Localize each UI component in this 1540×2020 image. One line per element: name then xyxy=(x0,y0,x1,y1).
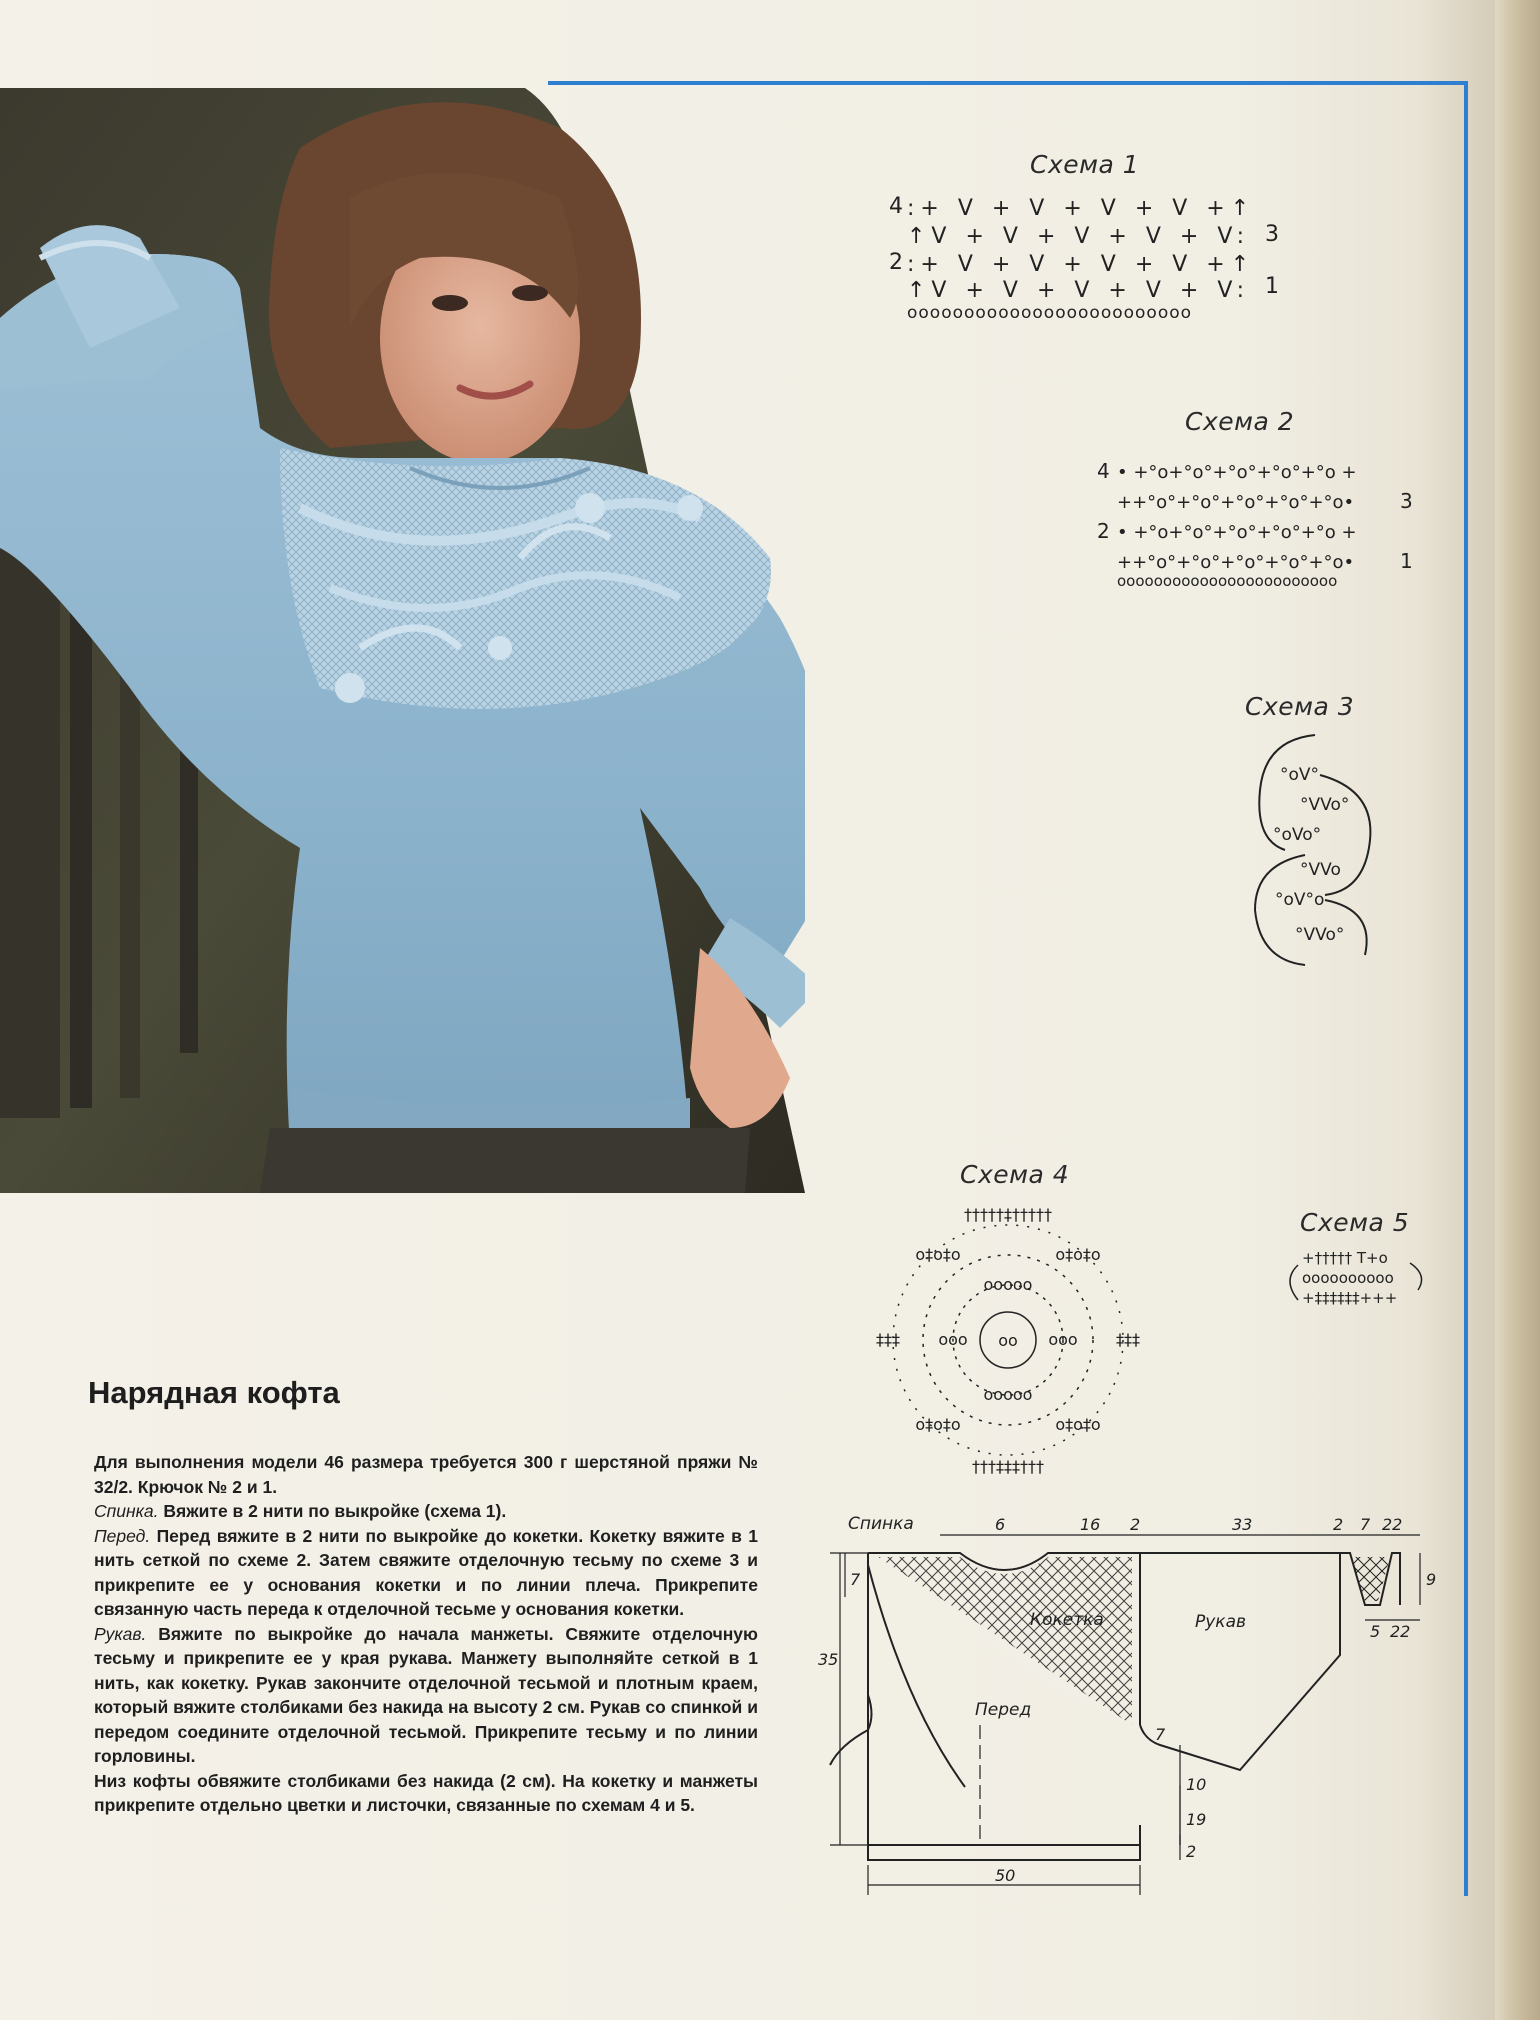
svg-text:°oV°o: °oV°o xyxy=(1275,890,1325,910)
dim-50: 50 xyxy=(995,1866,1016,1885)
article-intro: Для выполнения модели 46 размера требуется 300 г шерстяной пряжи № 32/2. Крючок № 2 и 1. xyxy=(94,1452,758,1497)
svg-text:°VVo: °VVo xyxy=(1300,860,1341,880)
pattern-label-sleeve: Рукав xyxy=(1195,1612,1247,1632)
svg-text:oo: oo xyxy=(998,1331,1018,1350)
blue-frame-right xyxy=(1464,81,1468,1896)
dim-2-bottom: 2 xyxy=(1186,1842,1197,1861)
back-section-text: Вяжите в 2 нити по выкройке (схема 1). xyxy=(163,1501,507,1521)
scheme-1-row-label: 2 xyxy=(889,250,903,275)
svg-text:°oVo°: °oVo° xyxy=(1273,825,1322,845)
sewing-pattern xyxy=(800,1505,1460,1905)
dim-16: 16 xyxy=(1080,1515,1101,1534)
article-front-section xyxy=(94,1524,758,1622)
dim-5: 5 xyxy=(1370,1622,1381,1641)
svg-text:o‡o‡o: o‡o‡o xyxy=(915,1245,961,1264)
dim-22-top: 22 xyxy=(1382,1515,1403,1534)
front-section-text: Перед вяжите в 2 нити по выкройке до кокетки. Кокетку вяжите в 1 нить сеткой по схеме 2. Затем свяжите отделочную тесьму по схеме 3 и прикрепите ее у основания кокетки и по линии плеча. Прикрепите связанную часть переда к отделочной тесьме у основания кокетки. xyxy=(94,1525,758,1619)
scheme-2-row-label: 4 xyxy=(1097,459,1110,483)
article-bottom-section: Низ кофты обвяжите столбиками без накида (2 см). На кокетку и манжеты прикрепите отдельно цветки и листочки, связанные по схемам 4 и 5. xyxy=(94,1770,758,1815)
svg-text:†††‡‡‡†††: †††‡‡‡††† xyxy=(972,1457,1044,1476)
front-section-label: Перед. xyxy=(94,1525,151,1546)
svg-text:• +°o+°o°+°o°+°o°+°o +: • +°o+°o°+°o°+°o°+°o + xyxy=(1117,462,1357,483)
svg-text:++°o°+°o°+°o°+°o°+°o•: ++°o°+°o°+°o°+°o°+°o• xyxy=(1117,492,1355,513)
scheme-2-diagram xyxy=(1095,460,1425,590)
svg-text:ooooooooooooooooooooooooo: ooooooooooooooooooooooooo xyxy=(907,303,1193,323)
svg-text:o‡o‡o: o‡o‡o xyxy=(915,1415,961,1434)
svg-text:ooo: ooo xyxy=(1048,1330,1078,1349)
svg-text:†††††‡†††††: †††††‡††††† xyxy=(964,1205,1052,1224)
model-photo xyxy=(0,88,805,1193)
svg-text:↑V + V + V + V + V:: ↑V + V + V + V + V: xyxy=(907,224,1250,249)
scheme-5-svg xyxy=(1280,1245,1430,1315)
scheme-1-diagram xyxy=(885,193,1285,323)
svg-text:+‡‡‡‡‡‡+++: +‡‡‡‡‡‡+++ xyxy=(1302,1289,1398,1307)
dim-10: 10 xyxy=(1186,1775,1207,1794)
scheme-1-row-label: 3 xyxy=(1265,222,1279,247)
dim-6: 6 xyxy=(995,1515,1006,1534)
scheme-1-svg xyxy=(885,193,1285,323)
scheme-2-svg xyxy=(1095,460,1425,590)
dim-22-bottom: 22 xyxy=(1390,1622,1411,1641)
dim-35: 35 xyxy=(818,1650,839,1669)
scheme-4-svg xyxy=(868,1200,1148,1480)
scheme-2-row-label: 1 xyxy=(1400,549,1413,573)
article-title: Нарядная кофта xyxy=(88,1375,340,1410)
scheme-5-diagram xyxy=(1280,1245,1430,1315)
svg-text:°VVo°: °VVo° xyxy=(1295,925,1345,945)
dim-7-top: 7 xyxy=(1360,1515,1371,1534)
svg-text::+ V + V + V + V +↑: :+ V + V + V + V +↑ xyxy=(907,252,1256,277)
scheme-2-row-label: 3 xyxy=(1400,489,1413,513)
scheme-3-title: Схема 3 xyxy=(1245,692,1355,721)
svg-text:ooooo: ooooo xyxy=(983,1275,1033,1294)
model-photo-drawing xyxy=(0,88,805,1193)
scheme-5-title: Схема 5 xyxy=(1300,1208,1410,1237)
blue-frame-top xyxy=(548,81,1468,85)
svg-text:oooooooooo: oooooooooo xyxy=(1302,1269,1394,1287)
pattern-label-yoke: Кокетка xyxy=(1030,1610,1104,1630)
scheme-3-diagram xyxy=(1245,730,1385,975)
article-sleeve-section xyxy=(94,1622,758,1769)
back-section-label: Спинка. xyxy=(94,1501,159,1521)
pattern-label-front: Перед xyxy=(975,1700,1032,1720)
svg-text:ooo: ooo xyxy=(938,1330,968,1349)
dim-2-right: 2 xyxy=(1333,1515,1344,1534)
sleeve-section-label: Рукав. xyxy=(94,1623,147,1644)
dim-9: 9 xyxy=(1426,1570,1437,1589)
svg-text:‡‡‡: ‡‡‡ xyxy=(1116,1330,1140,1349)
scheme-4-diagram xyxy=(868,1200,1148,1480)
dim-7-left: 7 xyxy=(850,1570,861,1589)
scheme-1-title: Схема 1 xyxy=(1030,150,1140,179)
page-spine-edge xyxy=(1495,0,1540,2020)
svg-text:ooooo: ooooo xyxy=(983,1385,1033,1404)
scheme-4-title: Схема 4 xyxy=(960,1160,1070,1189)
svg-text:↑V + V + V + V + V:: ↑V + V + V + V + V: xyxy=(907,278,1250,303)
pattern-label-back: Спинка xyxy=(848,1514,914,1534)
dim-19: 19 xyxy=(1186,1810,1207,1829)
scheme-2-title: Схема 2 xyxy=(1185,407,1295,436)
svg-text:oooooooooooooooooooooooo: oooooooooooooooooooooooo xyxy=(1117,572,1338,590)
svg-text:o‡o‡o: o‡o‡o xyxy=(1055,1415,1101,1434)
scheme-2-row-label: 2 xyxy=(1097,519,1110,543)
dim-2-top: 2 xyxy=(1130,1515,1141,1534)
scheme-1-row-label: 1 xyxy=(1265,274,1279,299)
svg-text:• +°o+°o°+°o°+°o°+°o +: • +°o+°o°+°o°+°o°+°o + xyxy=(1117,522,1357,543)
svg-text:°VVo°: °VVo° xyxy=(1300,795,1350,815)
svg-text:‡‡‡: ‡‡‡ xyxy=(876,1330,900,1349)
article-body xyxy=(94,1450,758,1818)
svg-text:+††††† T+o: +††††† T+o xyxy=(1302,1249,1388,1267)
sleeve-section-text: Вяжите по выкройке до начала манжеты. Свяжите отделочную тесьму и прикрепите ее у края рукава. Манжету выполняйте сеткой в 1 нить, как кокетку. Рукав закончите отделочной тесьмой и плотным краем, который вяжите столбиками без накида на высоту 2 см. Рукав со спинкой и передом соедините отделочной тесьмой. Прикрепите тесьму и по линии горловины. xyxy=(94,1623,758,1766)
dim-33: 33 xyxy=(1232,1515,1253,1534)
scheme-1-row-label: 4 xyxy=(889,194,903,219)
sewing-pattern-svg xyxy=(800,1505,1460,1905)
article-back-section xyxy=(94,1499,758,1524)
scheme-3-svg xyxy=(1245,730,1385,975)
svg-text:++°o°+°o°+°o°+°o°+°o•: ++°o°+°o°+°o°+°o°+°o• xyxy=(1117,552,1355,573)
dim-7-mid: 7 xyxy=(1155,1725,1166,1744)
svg-text:°oV°: °oV° xyxy=(1280,765,1320,785)
svg-text::+ V + V + V + V +↑: :+ V + V + V + V +↑ xyxy=(907,196,1256,221)
svg-text:o‡o‡o: o‡o‡o xyxy=(1055,1245,1101,1264)
